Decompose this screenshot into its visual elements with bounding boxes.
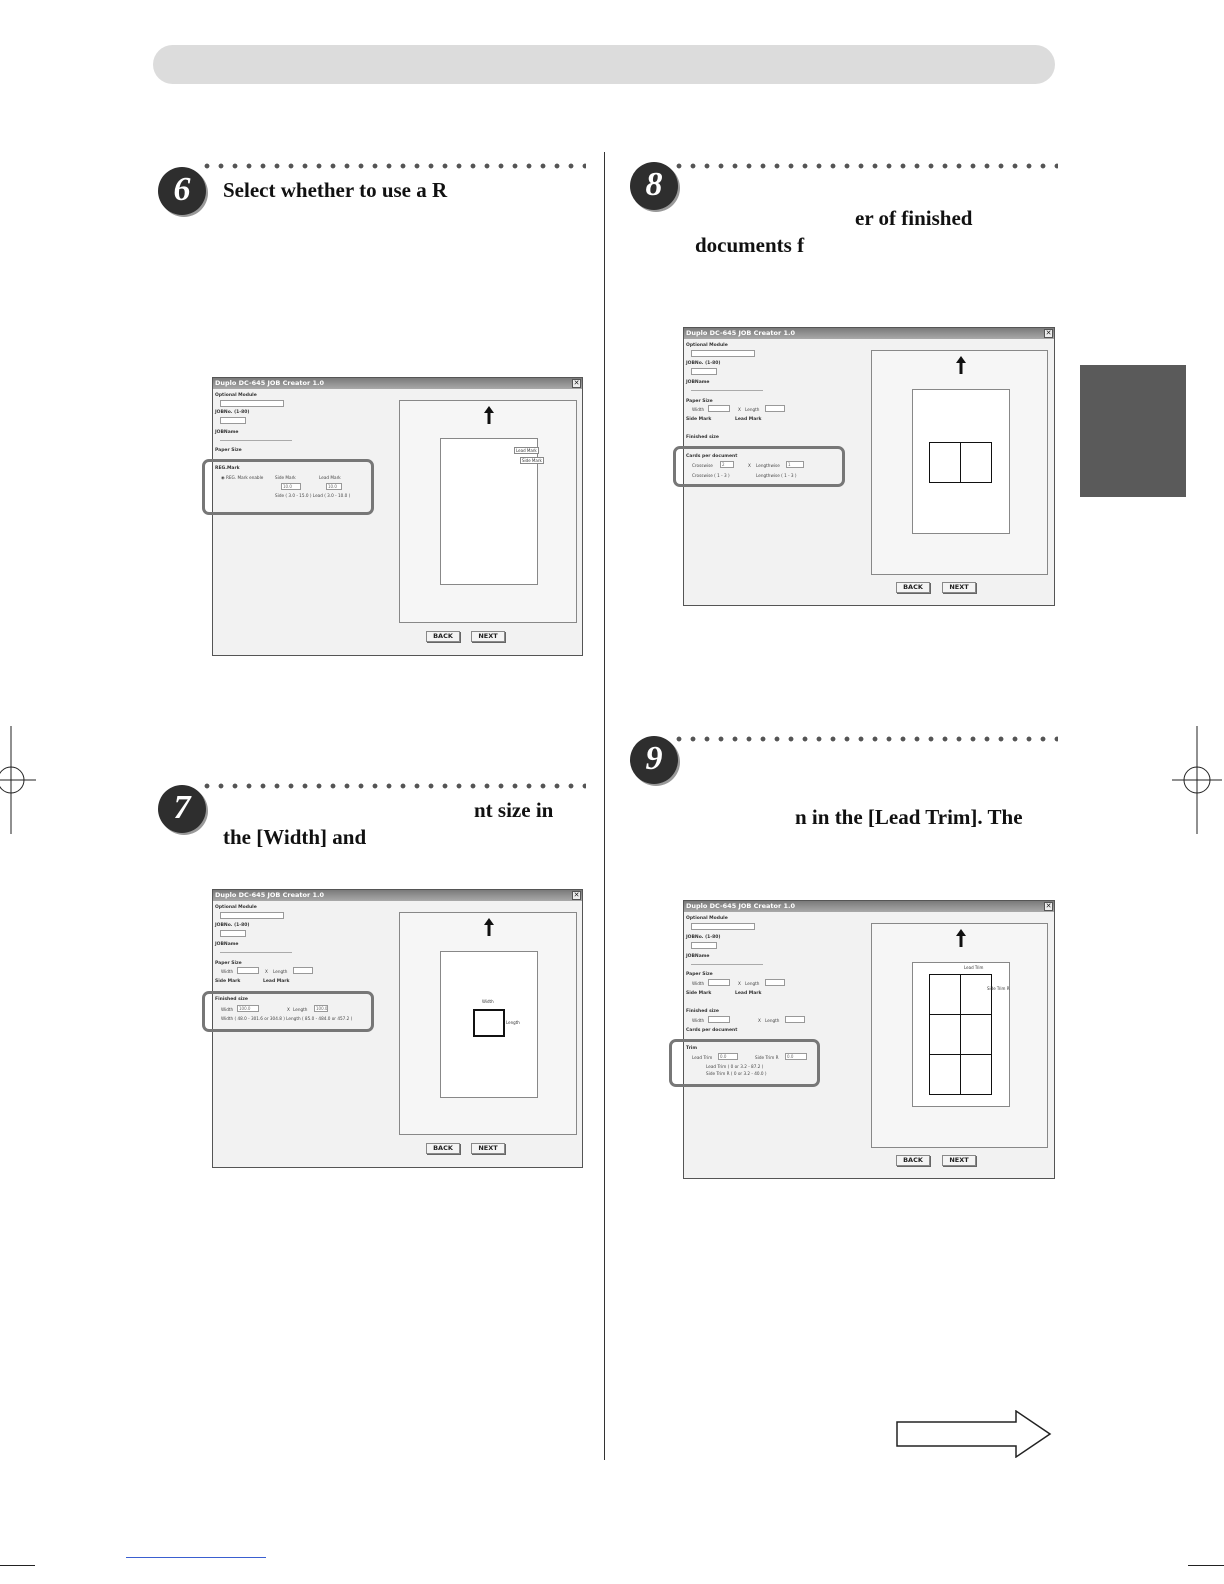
finished-length-input[interactable]: 100.0 (316, 1006, 328, 1011)
paper-size-label: Paper Size (215, 961, 242, 966)
reg-mark-enable-radio[interactable]: ◉ REG. Mark enable (221, 475, 264, 480)
paper-width-label: Width (692, 407, 705, 412)
crosswise-label: Crosswise (692, 463, 713, 468)
length-annotation: Length (506, 1020, 520, 1025)
lead-mark-annotation: Lead Mark (516, 448, 537, 453)
step-number-badge: 9 (630, 736, 678, 784)
step-instruction: documents f (695, 233, 805, 257)
finished-piece (960, 1054, 992, 1095)
job-no-label: JOBNo. (1-80) (686, 361, 721, 366)
feed-direction-arrow-icon (951, 928, 971, 948)
next-button[interactable]: NEXT (471, 631, 505, 642)
job-no-label: JOBNo. (1-80) (215, 923, 250, 928)
reg-mark-enable-label: REG. Mark enable (226, 475, 264, 480)
optional-module-label: Optional Module (686, 343, 728, 348)
dialog-title-bar (684, 328, 1054, 339)
finished-width-input[interactable]: 100.0 (237, 1005, 259, 1012)
close-icon[interactable]: ✕ (573, 379, 580, 387)
paper-length-input[interactable] (765, 979, 785, 986)
lead-trim-input[interactable]: 0.0 (718, 1053, 738, 1060)
dialog-title: Duplo DC-645 JOB Creator 1.0 (215, 891, 324, 899)
back-button[interactable]: BACK (896, 1155, 930, 1166)
side-mark-label: Side Mark (686, 417, 712, 422)
job-name-input[interactable] (691, 390, 763, 391)
job-no-input[interactable] (691, 942, 717, 949)
reg-mark-label: REG.Mark (215, 466, 240, 471)
next-button[interactable]: NEXT (942, 582, 976, 593)
job-name-label: JOBName (215, 430, 239, 435)
finished-x-label: X (287, 1007, 290, 1012)
finished-piece (960, 1014, 992, 1055)
job-no-input[interactable] (220, 417, 246, 424)
highlight-cards-per-document (673, 446, 845, 487)
feed-direction-arrow-icon (479, 917, 499, 937)
job-name-input[interactable] (691, 964, 763, 965)
side-mark-input[interactable]: 10.0 (281, 483, 301, 490)
layout-preview (399, 400, 577, 623)
step-instruction: Select whether to use a R (223, 178, 448, 202)
lead-mark-input[interactable]: 10.0 (326, 483, 342, 490)
paper-size-label: Paper Size (686, 399, 713, 404)
lead-mark-label: Lead Mark (319, 475, 341, 480)
paper-x-label: X (738, 981, 741, 986)
step-instruction: nt size in (474, 798, 554, 822)
layout-preview (871, 350, 1048, 575)
chapter-side-tab (1080, 365, 1186, 497)
lead-mark-label: Lead Mark (735, 991, 762, 996)
optional-module-label: Optional Module (215, 393, 257, 398)
paper-width-label: Width (221, 969, 234, 974)
lead-trim-range: Lead Trim ( 0 or 3.2 - 87.2 ) (706, 1064, 764, 1069)
width-annotation: Width (482, 999, 494, 1004)
header-band (153, 45, 1055, 84)
side-mark-label: Side Mark (275, 475, 296, 480)
optional-module-select[interactable] (220, 912, 284, 919)
footer-rule (0, 1565, 35, 1566)
side-trim-label: Side Trim R (755, 1055, 779, 1060)
back-button[interactable]: BACK (896, 582, 930, 593)
dialog-title: Duplo DC-645 JOB Creator 1.0 (215, 379, 324, 387)
cards-per-document-label: Cards per document (686, 454, 738, 459)
step-dotted-rule (672, 735, 1058, 743)
finished-piece (929, 974, 961, 1015)
optional-module-label: Optional Module (215, 905, 257, 910)
paper-length-input[interactable] (765, 405, 785, 412)
crosswise-range: Crosswise ( 1 - 3 ) (692, 473, 730, 478)
side-trim-range: Side Trim R ( 0 or 3.2 - 40.0 ) (706, 1071, 767, 1076)
lead-mark-label: Lead Mark (735, 417, 762, 422)
feed-direction-arrow-icon (479, 405, 499, 425)
close-icon[interactable]: ✕ (1045, 902, 1052, 910)
paper-length-label: Length (745, 981, 760, 986)
job-name-label: JOBName (215, 942, 239, 947)
side-mark-label: Side Mark (686, 991, 712, 996)
step-number-badge: 6 (158, 167, 206, 215)
paper-width-input[interactable] (708, 405, 730, 412)
finished-width-label: Width (692, 1018, 705, 1023)
job-no-label: JOBNo. (1-80) (686, 935, 721, 940)
crop-mark-icon (0, 726, 36, 836)
dialog-title-bar (213, 378, 582, 389)
reg-mark-range: Side ( 3.0 - 15.0 ) Lead ( 3.0 - 10.0 ) (275, 493, 351, 498)
paper-width-label: Width (692, 981, 705, 986)
column-divider (604, 152, 605, 1460)
lengthwise-label: Lengthwise (756, 463, 780, 468)
step-number-badge: 8 (630, 162, 678, 210)
footer-rule (126, 1557, 266, 1558)
paper-length-input[interactable] (293, 967, 313, 974)
dialog-title-bar (213, 890, 582, 901)
finished-width-label: Width (221, 1007, 234, 1012)
paper-x-label: X (738, 407, 741, 412)
finished-piece (960, 442, 992, 483)
optional-module-select[interactable] (691, 350, 755, 357)
finished-piece (929, 442, 961, 483)
paper-x-label: X (265, 969, 268, 974)
step-instruction: er of finished (855, 206, 973, 230)
finished-width-input[interactable] (708, 1016, 730, 1023)
side-mark-label: Side Mark (215, 979, 241, 984)
optional-module-select[interactable] (220, 400, 284, 407)
step-dotted-rule (200, 782, 586, 790)
paper-width-input[interactable] (708, 979, 730, 986)
footer-rule (1188, 1565, 1224, 1566)
highlight-trim (669, 1039, 820, 1087)
layout-preview (871, 923, 1048, 1148)
paper-length-label: Length (745, 407, 760, 412)
job-name-input[interactable] (220, 952, 292, 953)
dialog-title: Duplo DC-645 JOB Creator 1.0 (686, 329, 795, 337)
close-icon[interactable]: ✕ (1045, 329, 1052, 337)
finished-size-label: Finished size (686, 435, 719, 440)
finished-piece (929, 1014, 961, 1055)
job-no-input[interactable] (691, 368, 717, 375)
finished-x-label: X (758, 1018, 761, 1023)
optional-module-label: Optional Module (686, 916, 728, 921)
lengthwise-input[interactable]: 1 (786, 461, 804, 468)
close-icon[interactable]: ✕ (573, 891, 580, 899)
job-creator-dialog (212, 377, 583, 656)
crop-mark-icon (1172, 726, 1222, 836)
step-instruction: the [Width] and (223, 825, 367, 849)
finished-length-label: Length (293, 1007, 308, 1012)
finished-length-label: Length (765, 1018, 780, 1023)
side-trim-input[interactable]: 0.0 (785, 1053, 807, 1060)
job-name-label: JOBName (686, 380, 710, 385)
continue-arrow-icon (896, 1410, 1052, 1458)
next-button[interactable]: NEXT (942, 1155, 976, 1166)
trim-label: Trim (686, 1046, 698, 1051)
optional-module-select[interactable] (691, 923, 755, 930)
next-button[interactable]: NEXT (471, 1143, 505, 1154)
job-name-input[interactable] (220, 440, 292, 441)
finished-piece (960, 974, 992, 1015)
side-mark-annotation: Side Mark (522, 458, 542, 463)
dialog-title: Duplo DC-645 JOB Creator 1.0 (686, 902, 795, 910)
finished-size-range: Width ( 48.0 - 301.6 or 304.8 ) Length ( 85.0 - 484.0 or 457.2 ) (221, 1016, 353, 1021)
highlight-finished-size (202, 991, 374, 1032)
feed-direction-arrow-icon (951, 355, 971, 375)
dialog-title-bar (684, 901, 1054, 912)
back-button[interactable]: BACK (426, 1143, 460, 1154)
finished-length-input[interactable] (785, 1016, 805, 1023)
side-trim-annotation: Side Trim R (987, 986, 1010, 991)
cards-x-label: X (748, 463, 751, 468)
paper-width-input[interactable] (237, 967, 259, 974)
job-name-label: JOBName (686, 954, 710, 959)
lead-trim-label: Lead Trim (692, 1055, 713, 1060)
back-button[interactable]: BACK (426, 631, 460, 642)
cards-per-document-label: Cards per document (686, 1028, 738, 1033)
finished-size-label: Finished size (215, 997, 248, 1002)
paper-length-label: Length (273, 969, 288, 974)
layout-preview (399, 912, 577, 1135)
job-no-input[interactable] (220, 930, 246, 937)
paper-size-label: Paper Size (215, 448, 242, 453)
step-dotted-rule (200, 162, 586, 170)
finished-piece (929, 1054, 961, 1095)
crosswise-input[interactable]: 2 (720, 461, 734, 468)
lead-trim-annotation: Lead Trim (964, 965, 984, 970)
finished-size-label: Finished size (686, 1009, 719, 1014)
highlight-reg-mark (202, 459, 374, 515)
job-no-label: JOBNo. (1-80) (215, 410, 250, 415)
lengthwise-range: Lengthwise ( 1 - 3 ) (756, 473, 797, 478)
step-number-badge: 7 (158, 785, 206, 833)
finished-piece (473, 1009, 505, 1037)
paper-size-label: Paper Size (686, 972, 713, 977)
step-instruction: n in the [Lead Trim]. The (795, 805, 1023, 829)
lead-mark-label: Lead Mark (263, 979, 290, 984)
step-dotted-rule (672, 162, 1058, 170)
